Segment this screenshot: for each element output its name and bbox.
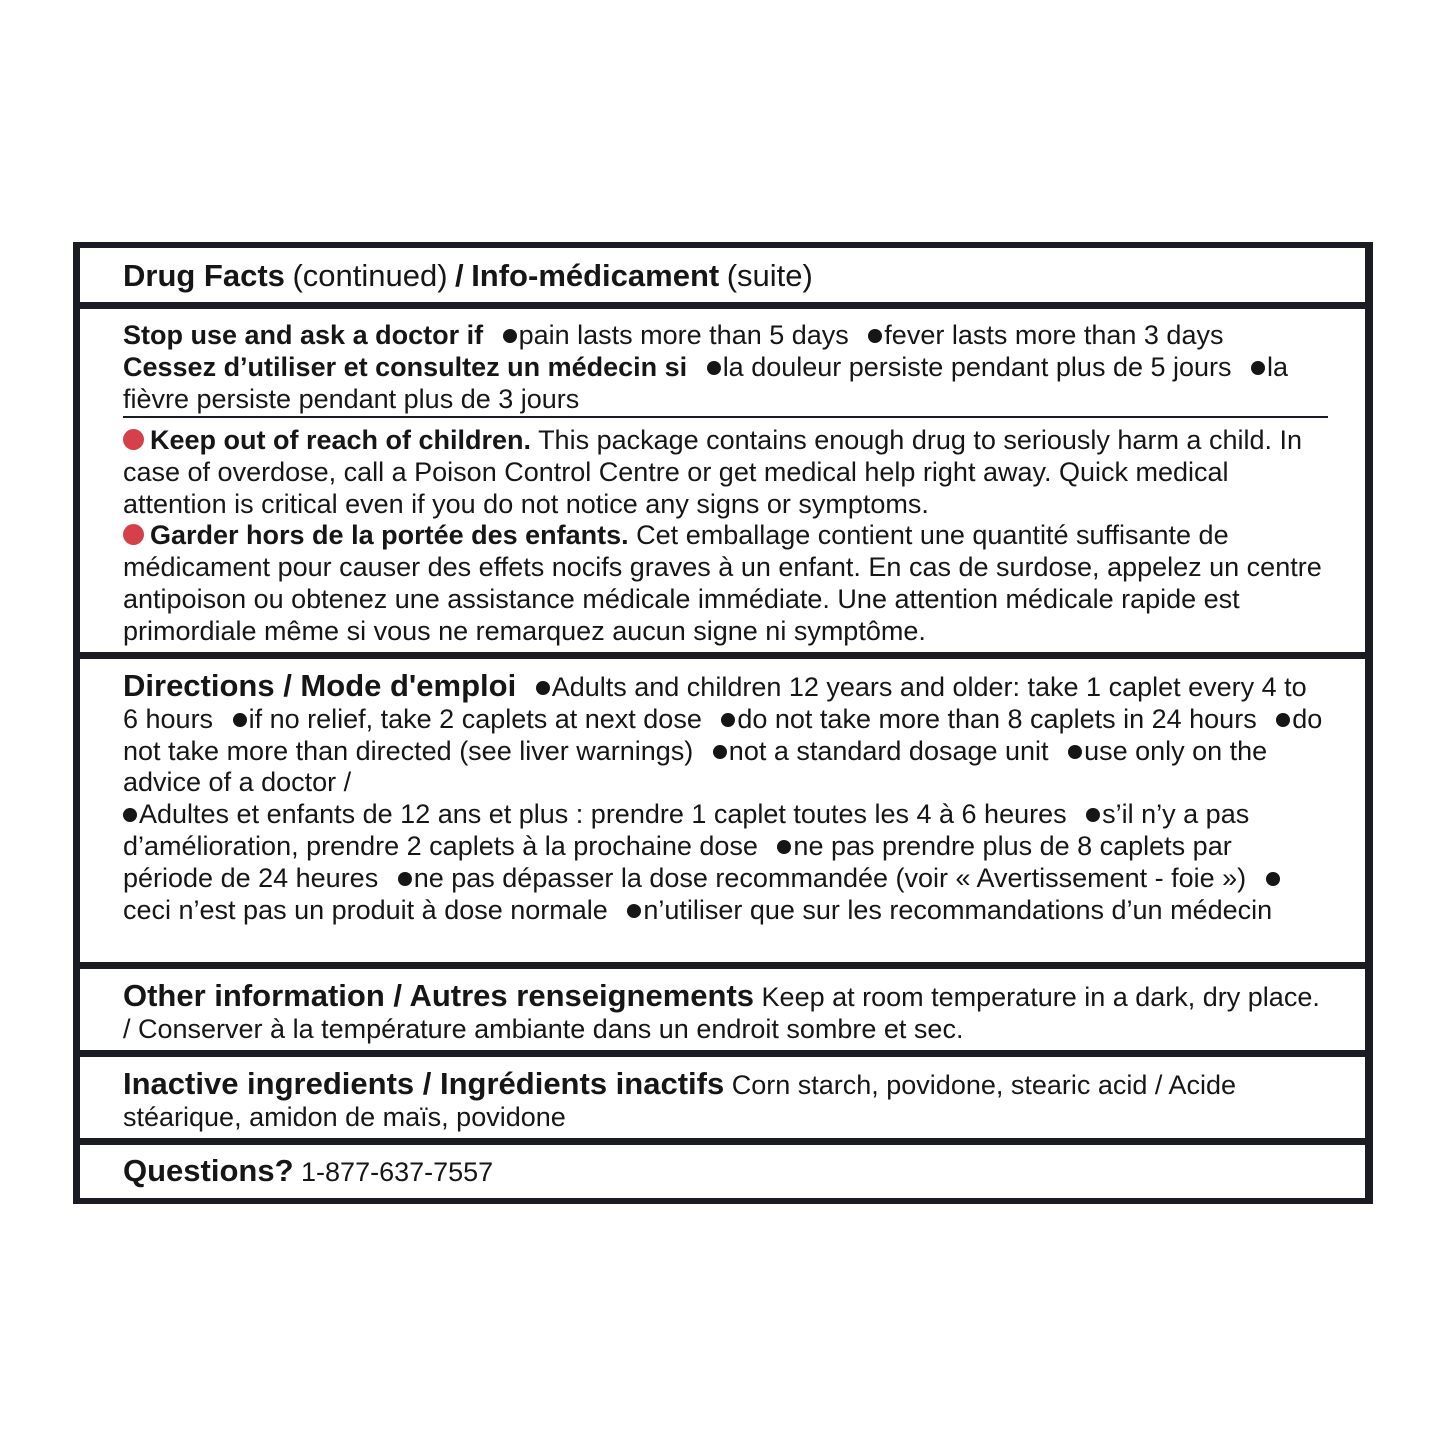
inactive-text: Corn starch, povidone, stearic acid / Acide stéarique, amidon de maïs, povidone	[123, 1070, 1236, 1132]
direction-item: Adults and children 12 years and older: take 1 caplet every 4 to 6 hours	[123, 672, 1307, 734]
stop-use-section	[80, 320, 1365, 415]
divider	[80, 652, 1365, 659]
bullet-icon	[713, 745, 727, 759]
stop-use-item: pain lasts more than 5 days	[518, 320, 849, 350]
other-info-text: Keep at room temperature in a dark, dry place. / Conserver à la température ambiante dans un endroit sombre et sec.	[123, 982, 1320, 1044]
bullet-icon	[536, 681, 550, 695]
directions-heading: Directions / Mode d'emploi	[123, 668, 517, 703]
divider	[80, 1050, 1365, 1057]
direction-item: use only on the advice of a doctor /	[123, 735, 1268, 798]
bullet-icon	[233, 713, 247, 727]
bullet-icon	[1266, 872, 1280, 886]
direction-item: not a standard dosage unit	[728, 735, 1049, 766]
title-en: Drug Facts	[123, 258, 285, 293]
bullet-icon	[398, 872, 412, 886]
warning-dot-icon	[123, 429, 144, 450]
inactive-section	[80, 1068, 1365, 1134]
title-fr: Info-médicament	[471, 258, 720, 293]
direction-item: if no relief, take 2 caplets at next dose	[248, 703, 702, 734]
bullet-icon	[707, 361, 721, 375]
direction-item-fr: Adultes et enfants de 12 ans et plus : prendre 1 caplet toutes les 4 à 6 heures	[139, 799, 1067, 830]
keep-out-heading-fr: Garder hors de la portée des enfants.	[150, 520, 629, 551]
keep-out-heading-en: Keep out of reach of children.	[150, 425, 532, 455]
direction-item-fr: s’il n’y a pas d’amélioration, prendre 2 caplets à la prochaine dose	[123, 799, 1250, 861]
bullet-icon	[1068, 745, 1082, 759]
questions-section	[80, 1155, 1365, 1189]
stop-use-heading-en: Stop use and ask a doctor if	[123, 320, 484, 350]
drug-facts-inner	[80, 248, 1365, 1198]
other-info-section	[80, 980, 1365, 1046]
stop-use-item: fever lasts more than 3 days	[884, 320, 1224, 350]
bullet-icon	[1086, 808, 1100, 822]
stop-use-heading-fr: Cessez d’utiliser et consultez un médecin si	[123, 351, 688, 382]
direction-item-fr: n’utiliser que sur les recommandations d’un médecin	[643, 894, 1273, 925]
divider	[80, 1138, 1365, 1145]
title-fr-continued: (suite)	[726, 258, 813, 293]
bullet-icon	[1276, 713, 1290, 727]
direction-item: do not take more than directed (see liver warnings)	[123, 703, 1323, 766]
direction-item: do not take more than 8 caplets in 24 hours	[737, 703, 1257, 734]
drug-facts-panel	[73, 242, 1373, 1204]
bullet-icon	[777, 840, 791, 854]
bullet-icon	[627, 904, 641, 918]
bullet-icon	[123, 808, 137, 822]
divider	[80, 302, 1365, 309]
keep-out-text-en: This package contains enough drug to seriously harm a child. In case of overdose, call a Poison Control Centre or get medical help right away. Quick medical attention is critical even if you do not notice any signs or symptoms.	[123, 425, 1302, 519]
bullet-icon	[868, 329, 882, 343]
header-section	[80, 260, 1365, 294]
other-info-heading: Other information / Autres renseignements	[123, 978, 755, 1013]
stop-use-item: la douleur persiste pendant plus de 5 jours	[722, 351, 1232, 382]
direction-item-fr: ne pas dépasser la dose recommandée (voir « Avertissement - foie »)	[413, 862, 1247, 893]
warning-dot-icon	[123, 524, 144, 545]
stop-use-item: la fièvre persiste pendant plus de 3 jours	[123, 351, 1289, 414]
bullet-icon	[503, 329, 517, 343]
divider	[80, 962, 1365, 969]
keep-out-section	[80, 425, 1365, 648]
thin-divider	[123, 416, 1328, 418]
bullet-icon	[721, 713, 735, 727]
questions-phone: 1-877-637-7557	[301, 1157, 494, 1187]
title-en-continued: (continued)	[292, 258, 448, 293]
keep-out-text-fr: Cet emballage contient une quantité suffisante de médicament pour causer des effets nocifs graves à un enfant. En cas de surdose, appelez un centre antipoison ou obtenez une assistance médicale immédiate. Une attention médicale rapide est primordiale même si vous ne remarquez aucun signe ni symptôme.	[123, 520, 1322, 646]
direction-item-fr: ceci n’est pas un produit à dose normale	[123, 894, 608, 925]
directions-section	[80, 670, 1365, 926]
direction-item-fr: ne pas prendre plus de 8 caplets par période de 24 heures	[123, 830, 1232, 893]
questions-heading: Questions?	[123, 1153, 294, 1188]
inactive-heading: Inactive ingredients / Ingrédients inactifs	[123, 1066, 725, 1101]
title-slash: /	[455, 258, 464, 293]
bullet-icon	[1251, 361, 1265, 375]
